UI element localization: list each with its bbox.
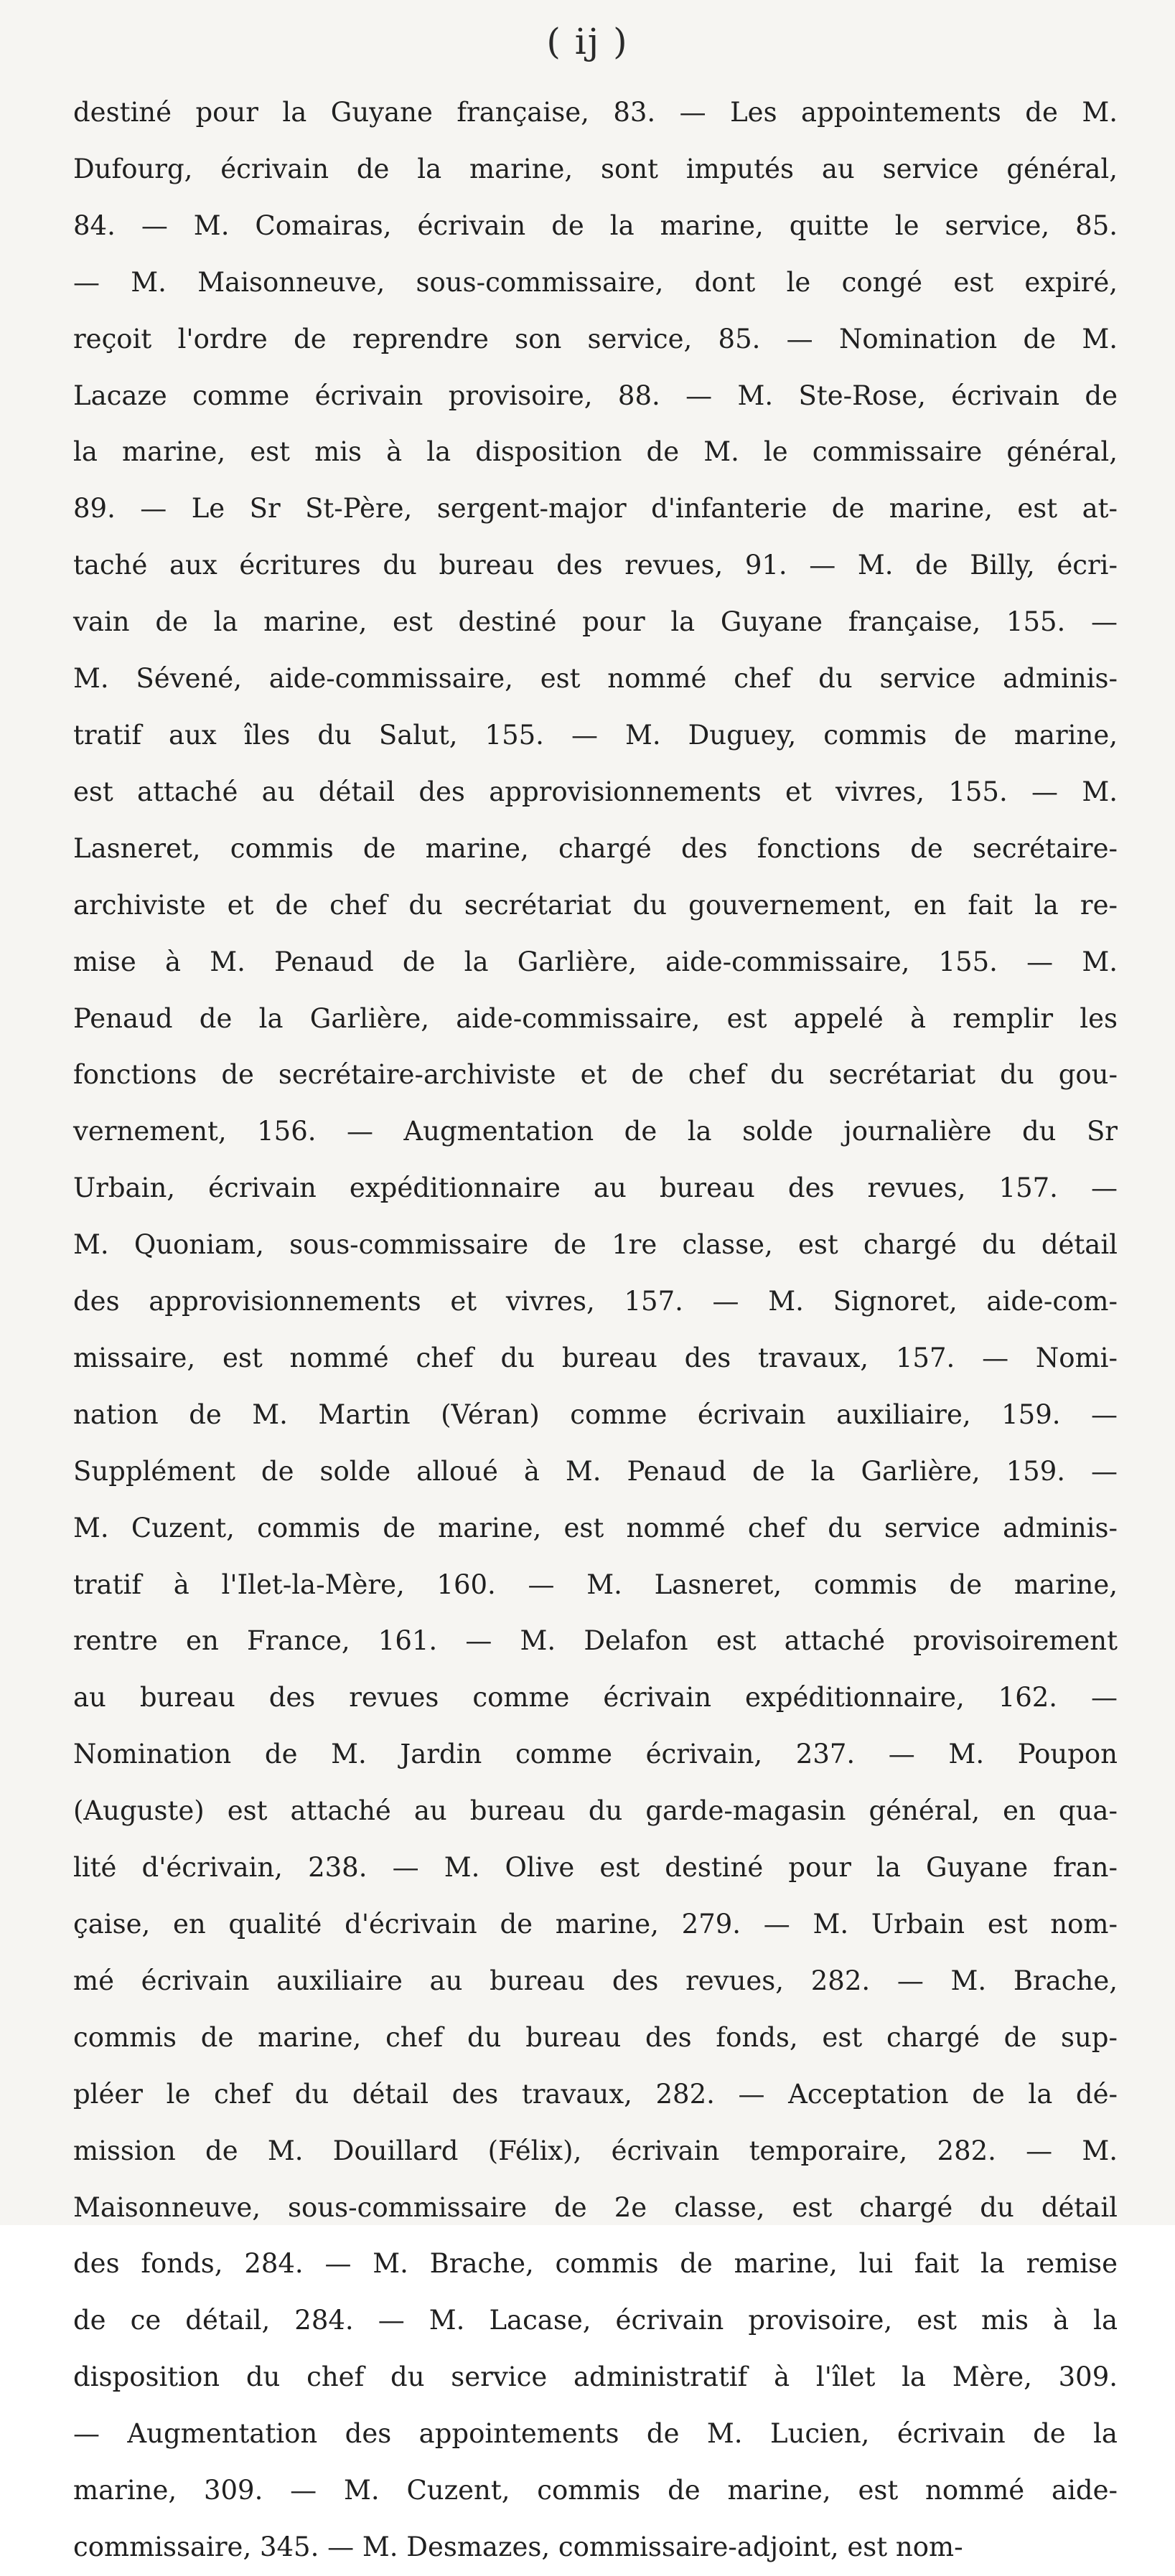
text-line: Dufourg, écrivain de la marine, sont imputés au service général, — [73, 153, 1118, 184]
text-line: — M. Maisonneuve, sous-commissaire, dont le congé est expiré, — [73, 266, 1118, 298]
text-line: la marine, est mis à la disposition de M. le commissaire général, — [73, 436, 1118, 468]
text-line: vain de la marine, est destiné pour la Guyane française, 155. — — [73, 606, 1118, 638]
text-line: pléer le chef du détail des travaux, 282. — Acceptation de la dé- — [73, 2078, 1118, 2110]
text-line: tratif à l'Ilet-la-Mère, 160. — M. Lasneret, commis de marine, — [73, 1569, 1118, 1600]
text-line: marine, 309. — M. Cuzent, commis de marine, est nommé aide- — [73, 2475, 1118, 2506]
text-line: destiné pour la Guyane française, 83. — Les appointements de M. — [73, 97, 1118, 128]
text-line: disposition du chef du service administratif à l'îlet la Mère, 309. — [73, 2361, 1118, 2393]
text-line: mé écrivain auxiliaire au bureau des revues, 282. — M. Brache, — [73, 1965, 1118, 1996]
text-line: reçoit l'ordre de reprendre son service, 85. — Nomination de M. — [73, 323, 1118, 354]
text-line: missaire, est nommé chef du bureau des travaux, 157. — Nomi- — [73, 1342, 1118, 1373]
text-line: vernement, 156. — Augmentation de la solde journalière du Sr — [73, 1116, 1118, 1147]
text-line: fonctions de secrétaire-archiviste et de chef du secrétariat du gou- — [73, 1059, 1118, 1091]
page-number: ( ij ) — [546, 21, 629, 62]
text-line: est attaché au détail des approvisionnements et vivres, 155. — M. — [73, 776, 1118, 807]
text-line: au bureau des revues comme écrivain expéditionnaire, 162. — — [73, 1682, 1118, 1714]
text-line: tratif aux îles du Salut, 155. — M. Duguey, commis de marine, — [73, 719, 1118, 751]
text-line: commis de marine, chef du bureau des fonds, est chargé de sup- — [73, 2021, 1118, 2053]
text-line: archiviste et de chef du secrétariat du gouvernement, en fait la re- — [73, 889, 1118, 921]
text-line: 89. — Le Sr St-Père, sergent-major d'infanterie de marine, est at- — [73, 493, 1118, 525]
text-line: lité d'écrivain, 238. — M. Olive est destiné pour la Guyane fran- — [73, 1852, 1118, 1884]
text-line: mise à M. Penaud de la Garlière, aide-commissaire, 155. — M. — [73, 946, 1118, 977]
text-line: 84. — M. Comairas, écrivain de la marine, quitte le service, 85. — [73, 210, 1118, 241]
text-line: nation de M. Martin (Véran) comme écrivain auxiliaire, 159. — — [73, 1399, 1118, 1430]
text-line: commissaire, 345. — M. Desmazes, commissaire-adjoint, est nom- — [73, 2531, 963, 2562]
text-line: mission de M. Douillard (Félix), écrivain temporaire, 282. — M. — [73, 2135, 1118, 2166]
text-line: (Auguste) est attaché au bureau du garde-magasin général, en qua- — [73, 1795, 1118, 1827]
text-line: M. Quoniam, sous-commissaire de 1re classe, est chargé du détail — [73, 1229, 1118, 1261]
text-line: Lasneret, commis de marine, chargé des fonctions de secrétaire- — [73, 832, 1118, 864]
text-line: des approvisionnements et vivres, 157. — M. Signoret, aide-com- — [73, 1286, 1118, 1317]
text-line: taché aux écritures du bureau des revues, 91. — M. de Billy, écri- — [73, 550, 1118, 581]
text-line: M. Sévené, aide-commissaire, est nommé chef du service adminis- — [73, 663, 1118, 695]
text-line: M. Cuzent, commis de marine, est nommé chef du service adminis- — [73, 1512, 1118, 1543]
text-line: Nomination de M. Jardin comme écrivain, 237. — M. Poupon — [73, 1739, 1118, 1770]
text-line: des fonds, 284. — M. Brache, commis de marine, lui fait la remise — [73, 2248, 1118, 2280]
text-line: Lacaze comme écrivain provisoire, 88. — M. Ste-Rose, écrivain de — [73, 380, 1118, 411]
text-line: Maisonneuve, sous-commissaire de 2e classe, est chargé du détail — [73, 2191, 1118, 2223]
text-line: — Augmentation des appointements de M. Lucien, écrivain de la — [73, 2418, 1118, 2450]
text-line: Penaud de la Garlière, aide-commissaire, est appelé à remplir les — [73, 1002, 1118, 1034]
body-text — [73, 85, 1118, 2576]
text-line: rentre en France, 161. — M. Delafon est attaché provisoirement — [73, 1625, 1118, 1657]
text-line: de ce détail, 284. — M. Lacase, écrivain provisoire, est mis à la — [73, 2305, 1118, 2336]
text-line: Urbain, écrivain expéditionnaire au bureau des revues, 157. — — [73, 1172, 1118, 1204]
text-line: çaise, en qualité d'écrivain de marine, 279. — M. Urbain est nom- — [73, 1909, 1118, 1940]
text-line: Supplément de solde alloué à M. Penaud de la Garlière, 159. — — [73, 1455, 1118, 1487]
